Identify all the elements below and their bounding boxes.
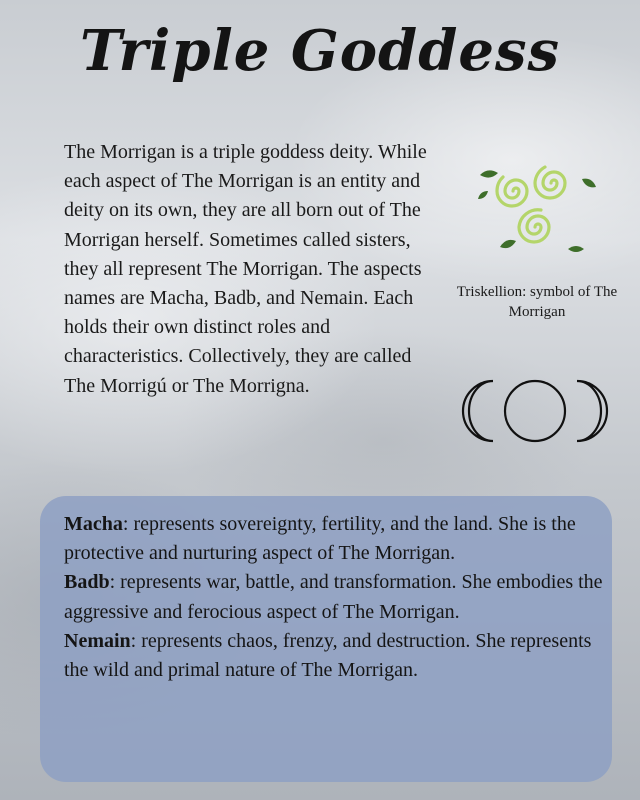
aspect-name: Badb (64, 571, 110, 594)
symbol-caption: Triskellion: symbol of The Morrigan (456, 284, 618, 320)
aspects-list (64, 510, 604, 685)
aspect-name: Nemain (64, 629, 131, 652)
aspect-name: Macha (64, 513, 123, 535)
aspect-nemain (64, 627, 604, 685)
aspect-macha (64, 510, 604, 568)
aspect-description: : represents chaos, frenzy, and destruction. She represents the wild and primal nature of The Morrigan. (64, 629, 592, 682)
aspect-description: : represents sovereignty, fertility, and the land. She is the protective and nurturing aspect of The Morrigan. (64, 513, 576, 565)
aspect-description: : represents war, battle, and transformation. She embodies the aggressive and ferocious aspect of The Morrigan. (64, 571, 603, 623)
triple-moon-icon (455, 376, 615, 446)
intro-paragraph: The Morrigan is a triple goddess deity. While each aspect of The Morrigan is an entity and deity on its own, they are all born out of The Morrigan herself. Sometimes called sisters, they all represent The Morrigan. The aspects names are Macha, Badb, and Nemain. Each holds their own distinct roles and characteristics. Collectively, they are called The Morrigú or The Morrigna. (64, 141, 427, 397)
aspect-badb (64, 568, 604, 626)
triskellion-icon (470, 155, 600, 265)
page-title: Triple Goddess (79, 18, 561, 84)
